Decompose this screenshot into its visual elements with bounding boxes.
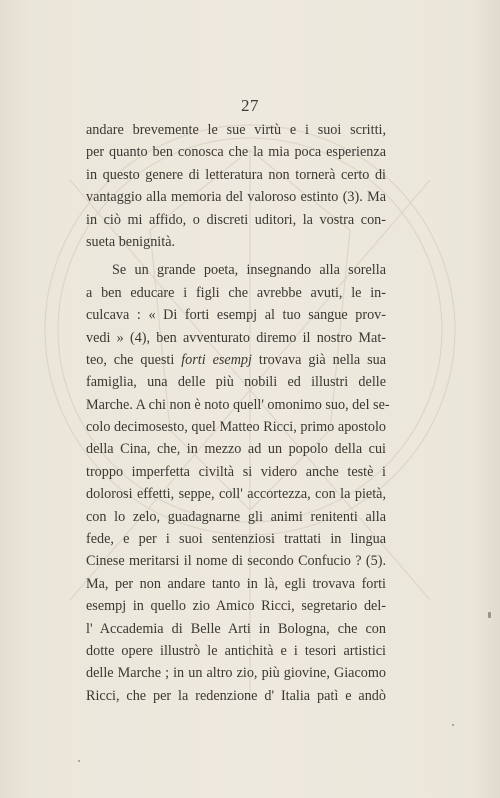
paper-speck [452,724,454,726]
text-line: Ma, per non andare tanto in là, egli trovava forti [86,575,386,592]
text-line: l' Accademia di Belle Arti in Bologna, che con [86,620,386,637]
text-line: dotte opere illustrò le antichità e i tesori artistici [86,642,386,659]
text-line: della Cina, che, in mezzo ad un popolo della cui [86,441,386,458]
paper-speck [78,760,80,762]
body-text [86,119,390,707]
text-line: Cinese meritarsi il nome di secondo Confucio ? (5). [86,553,386,570]
text-line: in questo genere di letteratura non tornerà certo di [86,166,386,183]
text-line: esempj in quello zio Amico Ricci, segretario del- [86,598,386,615]
page-number: 27 [241,96,259,115]
text-line: famiglia, una delle più nobili ed illustri delle [86,374,386,391]
text-line: con lo zelo, guadagnarne gli animi renitenti alla [86,508,386,525]
text-line: Marche. A chi non è noto quell' omonimo suo, del se- [86,396,390,413]
text-line: vantaggio alla memoria del valoroso estinto (3). Ma [86,189,386,206]
text-segment: teo, che questi [86,351,182,368]
text-line: culcava : « Di forti esempj al tuo sangue prov- [86,307,386,324]
text-segment: trovava già nella sua [251,351,387,368]
text-line: sueta benignità. [86,233,176,250]
text-line: delle Marche ; in un altro zio, più giovine, Giacomo [86,665,386,682]
text-line: fede, e per i suoi sentenziosi trattati in lingua [86,531,386,548]
paper-speck [488,612,491,618]
text-line: Ricci, che per la redenzione d' Italia patì e andò [86,687,386,704]
text-line: andare brevemente le sue virtù e i suoi scritti, [86,122,386,138]
text-line: dolorosi effetti, seppe, coll' accortezza, con la pietà, [86,486,386,503]
text-line [86,349,386,371]
text-line: Se un grande poeta, insegnando alla sorella [112,262,386,279]
italic-phrase: forti esempj [181,351,252,368]
text-line: colo decimosesto, quel Matteo Ricci, primo apostolo [86,419,386,436]
text-line: a ben educare i figli che avrebbe avuti, le in- [86,284,386,301]
text-line: per quanto ben conosca che la mia poca esperienza [86,144,386,161]
text-line: troppo imperfetta civiltà si videro anche testè i [86,463,386,480]
text-line: in ciò mi affido, o discreti uditori, la vostra con- [86,211,386,228]
text-line: vedi » (4), ben avventurato diremo il nostro Mat- [86,329,386,346]
